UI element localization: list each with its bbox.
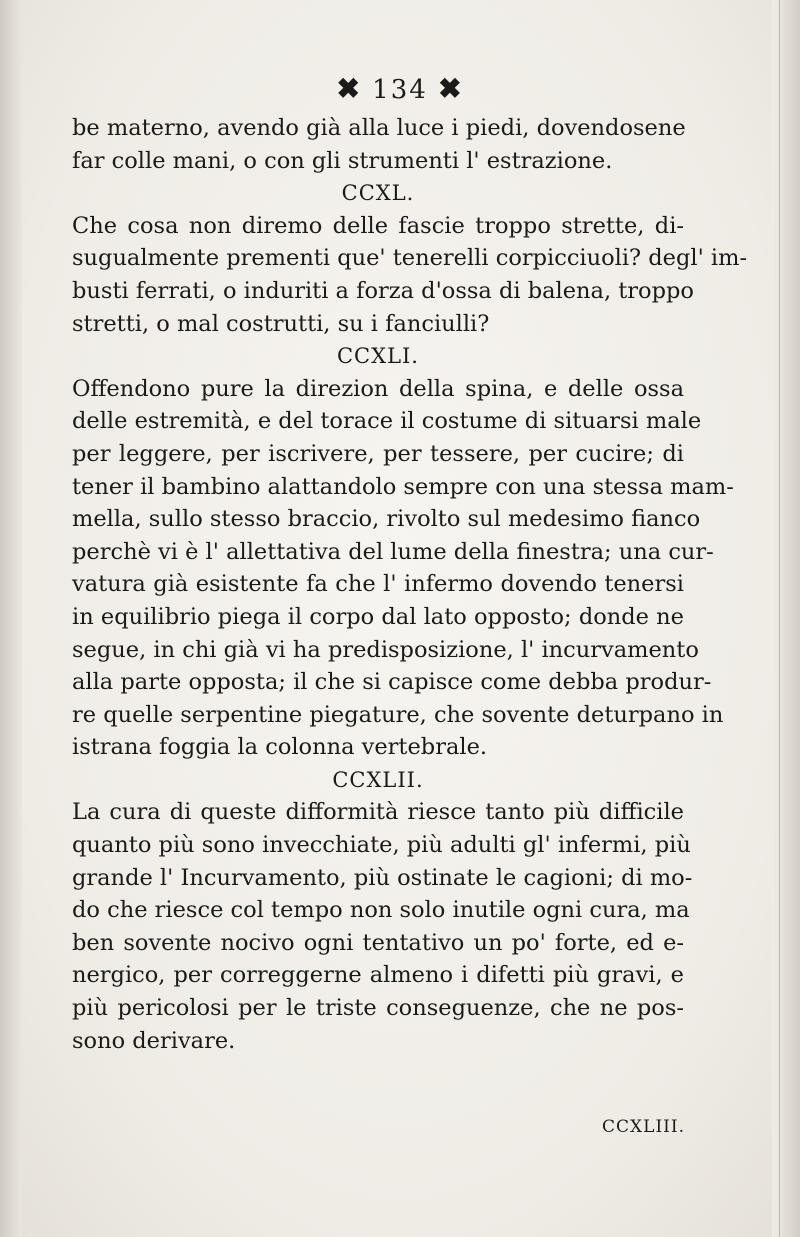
text-line: alla parte opposta; il che si capisce come debba produr- (72, 669, 712, 696)
text-line: stretti, o mal costrutti, su i fanciulli? (72, 310, 490, 337)
text-line: busti ferrati, o induriti a forza d'ossa di balena, troppo (72, 277, 694, 304)
section-heading: CCXLI. (336, 344, 419, 369)
text-line: mella, sullo stesso braccio, rivolto sul medesimo fianco (72, 506, 701, 533)
text-line: quanto più sono invecchiate, più adulti gl' infermi, più (72, 832, 691, 859)
text-line: re quelle serpentine piegature, che sovente deturpano in (72, 701, 724, 728)
section-heading: CCXLII. (332, 767, 424, 792)
text-line: delle estremità, e del torace il costume di situarsi male (72, 408, 702, 435)
ornament-left-icon: ✖ (336, 72, 362, 105)
text-line: istrana foggia la colonna vertebrale. (72, 734, 488, 761)
text-line: far colle mani, o con gli strumenti l' estrazione. (72, 147, 613, 174)
text-line: tener il bambino alattandolo sempre con una stessa mam- (72, 473, 734, 500)
text-line: segue, in chi già vi ha predisposizione, l' incurvamento (72, 636, 699, 663)
page-header (0, 72, 800, 105)
text-line: La cura di queste difformità riesce tanto più difficile (72, 799, 684, 826)
text-line: grande l' Incurvamento, più ostinate le cagioni; di mo- (72, 864, 693, 891)
text-line: in equilibrio piega il corpo dal lato opposto; donde ne (72, 603, 684, 630)
text-line: sugualmente prementi que' tenerelli corpicciuoli? degl' im- (72, 245, 748, 272)
catchword: CCXLIII. (602, 1117, 685, 1137)
text-line: Offendono pure la direzion della spina, e delle ossa (72, 375, 684, 402)
text-line: sono derivare. (72, 1027, 236, 1054)
text-line: perchè vi è l' allettativa del lume della finestra; una cur- (72, 538, 714, 565)
text-line: Che cosa non diremo delle fascie troppo strette, di- (72, 212, 684, 239)
body-text (72, 112, 748, 1057)
section-heading: CCXL. (341, 181, 415, 206)
page-left-edge (0, 0, 22, 1237)
text-line: ben sovente nocivo ogni tentativo un po' forte, ed e- (72, 929, 684, 956)
text-line: vatura già esistente fa che l' infermo dovendo tenersi (72, 571, 684, 598)
page-right-edge (772, 0, 800, 1237)
text-line: più pericolosi per le triste conseguenze, che ne pos- (72, 995, 684, 1022)
page-number: 134 (372, 75, 428, 105)
text-line: per leggere, per iscrivere, per tessere, per cucire; di (72, 440, 684, 467)
page-fold-line (779, 0, 780, 1237)
text-line: be materno, avendo già alla luce i piedi, dovendosene (72, 115, 686, 141)
ornament-right-icon: ✖ (438, 72, 464, 105)
text-line: do che riesce col tempo non solo inutile ogni cura, ma (72, 897, 690, 924)
text-line: nergico, per correggerne almeno i difetti più gravi, e (72, 962, 684, 989)
